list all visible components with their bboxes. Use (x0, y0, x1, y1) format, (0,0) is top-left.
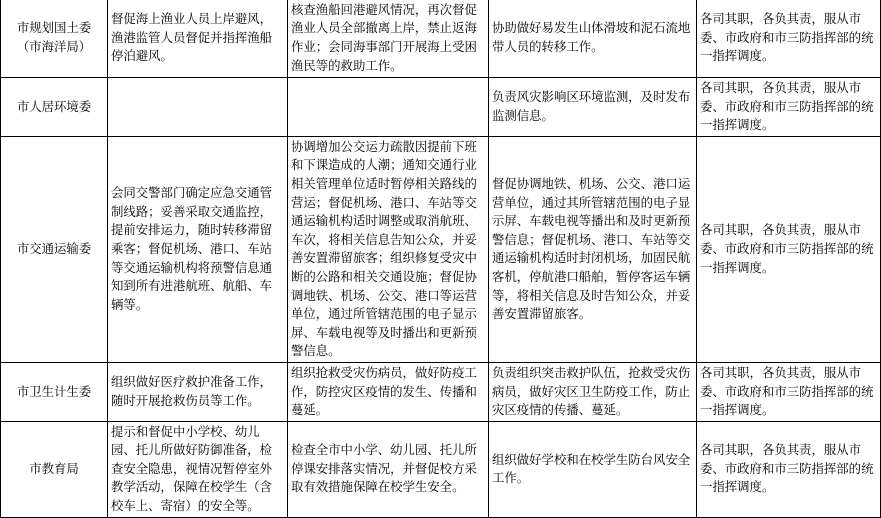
table-cell: 督促协调地铁、机场、公交、港口运营单位，通过其所管辖范围的电子显示屏、车载电视等播出和及时更新预警信息；督促机场、港口、车站等交通运输机构适时封闭机场，加固民航客机，停航港口船舶，暂停客运车辆等，将相关信息及时告知公众，并妥善安置滞留旅客。 (489, 136, 697, 362)
table-cell: 会同交警部门确定应急交通管制线路；妥善采取交通监控，提前安排运力，随时转移滞留乘客；督促机场、港口、车站等交通运输机构将预警信息通知到所有进港航班、航船、车辆等。 (108, 136, 288, 362)
table-cell: 核查渔船回港避风情况，再次督促渔业人员全部撤离上岸，禁止返海作业；会同海事部门开展海上受困渔民等的救助工作。 (288, 0, 489, 78)
table-cell: 各司其职，各负其责，服从市委、市政府和市三防指挥部的统一指挥调度。 (697, 362, 881, 421)
table-cell: 各司其职，各负其责，服从市委、市政府和市三防指挥部的统一指挥调度。 (697, 421, 881, 517)
table-cell: 各司其职，各负其责，服从市委、市政府和市三防指挥部的统一指挥调度。 (697, 136, 881, 362)
table-cell (288, 78, 489, 137)
table-cell: 各司其职，各负其责，服从市委、市政府和市三防指挥部的统一指挥调度。 (697, 0, 881, 78)
table-cell: 组织抢救受灾伤病员，做好防疫工作，防控灾区疫情的发生、传播和蔓延。 (288, 362, 489, 421)
table-row (1, 136, 881, 362)
table-cell: 协助做好易发生山体滑坡和泥石流地带人员的转移工作。 (489, 0, 697, 78)
table-row (1, 0, 881, 78)
department-name: 市规划国土委（市海洋局） (1, 0, 108, 78)
table-cell: 各司其职，各负其责，服从市委、市政府和市三防指挥部的统一指挥调度。 (697, 78, 881, 137)
table-row (1, 362, 881, 421)
table-cell: 协调增加公交运力疏散因提前下班和下课造成的人潮；通知交通行业相关管理单位适时暂停相关路线的营运；督促机场、港口、车站等交通运输机构适时调整或取消航班、车次，将相关信息告知公众，并妥善安置滞留旅客；组织修复受灾中断的公路和相关交通设施；督促协调地铁、机场、公交、港口等运营单位，通过所管辖范围的电子显示屏、车载电视等及时播出和更新预警信息。 (288, 136, 489, 362)
table-cell: 组织做好学校和在校学生防台风安全工作。 (489, 421, 697, 517)
table-cell: 负责风灾影响区环境监测，及时发布监测信息。 (489, 78, 697, 137)
department-name: 市卫生计生委 (1, 362, 108, 421)
table-cell: 组织做好医疗救护准备工作，随时开展抢救伤员等工作。 (108, 362, 288, 421)
table-cell: 督促海上渔业人员上岸避风，渔港监管人员督促并指挥渔船停泊避风。 (108, 0, 288, 78)
table-row (1, 78, 881, 137)
table-cell (108, 78, 288, 137)
table-cell: 负责组织突击救护队伍，抢救受灾伤病员，做好灾区卫生防疫工作，防止灾区疫情的传播、蔓延。 (489, 362, 697, 421)
department-name: 市教育局 (1, 421, 108, 517)
table-cell: 提示和督促中小学校、幼儿园、托儿所做好防御准备，检查安全隐患，视情况暂停室外教学活动，保障在校学生（含校车上、寄宿）的安全等。 (108, 421, 288, 517)
department-name: 市人居环境委 (1, 78, 108, 137)
table-cell: 检查全市中小学、幼儿园、托儿所停课安排落实情况，并督促校方采取有效措施保障在校学生安全。 (288, 421, 489, 517)
department-name: 市交通运输委 (1, 136, 108, 362)
table-row (1, 421, 881, 517)
